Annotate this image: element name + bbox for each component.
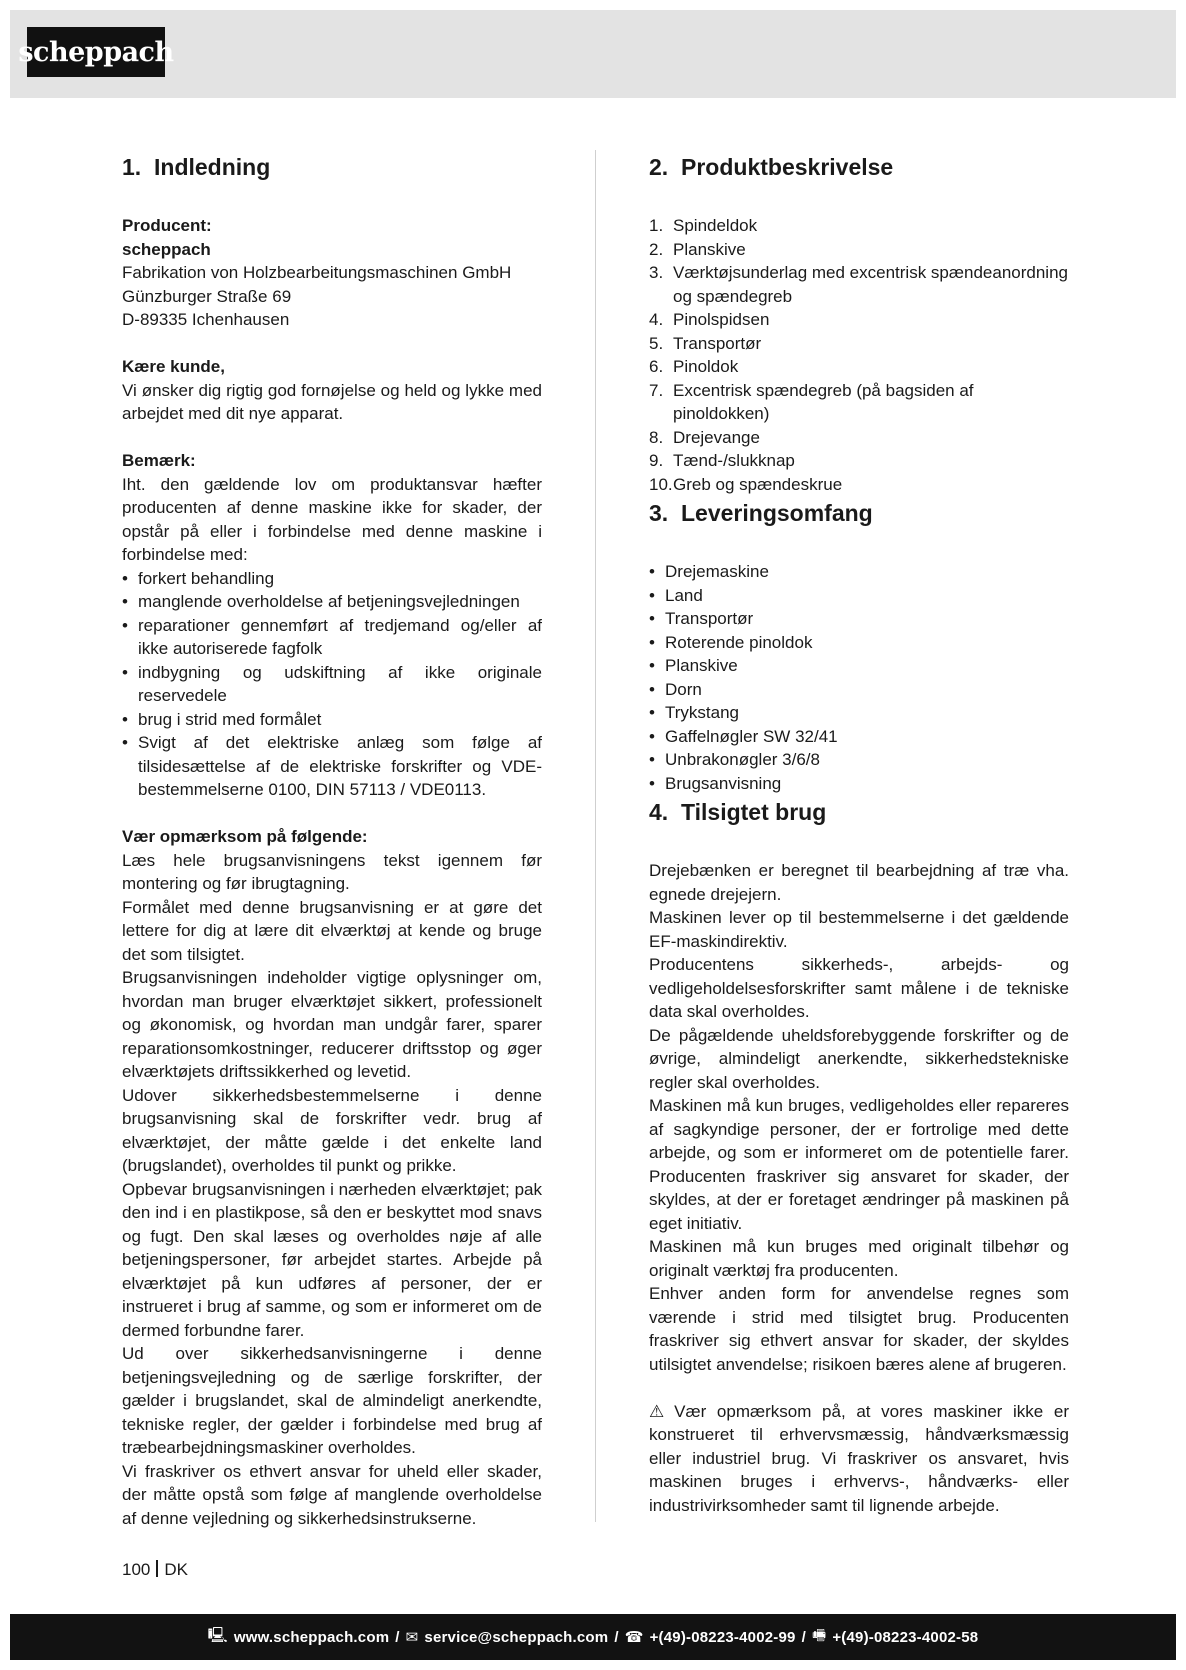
list-item: • Drejemaskine bbox=[649, 560, 1069, 584]
delivery-list bbox=[649, 560, 1069, 795]
greeting-label: Kære kunde, bbox=[122, 357, 225, 376]
list-item: • reparationer gennemført af tredjemand og/eller af ikke autoriserede fagfolk bbox=[122, 614, 542, 661]
intended-use-paragraph: Maskinen lever op til bestemmelserne i det gældende EF-maskindirektiv. bbox=[649, 908, 1069, 951]
phone-icon: ☎ bbox=[624, 1629, 644, 1646]
list-item: • Planskive bbox=[649, 654, 1069, 678]
warning-triangle-icon: ⚠ bbox=[649, 1401, 671, 1421]
list-item: • Roterende pinoldok bbox=[649, 631, 1069, 655]
language-code: DK bbox=[164, 1560, 188, 1579]
list-item: • indbygning og udskiftning af ikke originale reservedele bbox=[122, 661, 542, 708]
separator: / bbox=[614, 1628, 619, 1646]
left-column bbox=[122, 150, 542, 1530]
list-item: • Svigt af det elektriske anlæg som følge af tilsidesættelse af de elektriske forskrifter og VDE-bestemmelserne 0100, DIN 57113 / VDE0113. bbox=[122, 731, 542, 802]
column-divider bbox=[595, 150, 596, 1522]
intended-use-paragraph: Maskinen må kun bruges med originalt tilbehør og originalt værktøj fra producenten. bbox=[649, 1237, 1069, 1280]
page-separator bbox=[156, 1560, 158, 1577]
section-heading-produktbeskrivelse: 2. Produktbeskrivelse bbox=[649, 154, 894, 180]
separator: / bbox=[801, 1628, 806, 1646]
list-item: 5. Transportør bbox=[649, 333, 762, 353]
list-item: 8. Drejevange bbox=[649, 427, 760, 447]
list-item: 9. Tænd-/slukknap bbox=[649, 451, 795, 470]
fax-number: +(49)-08223-4002-58 bbox=[832, 1628, 979, 1646]
intended-use-block bbox=[649, 859, 1069, 1376]
list-item: • manglende overholdelse af betjeningsvejledningen bbox=[122, 590, 542, 614]
page-number: 100 bbox=[122, 1560, 151, 1579]
list-item: 4. Pinolspidsen bbox=[649, 310, 770, 329]
greeting-text: Vi ønsker dig rigtig god fornøjelse og held og lykke med arbejdet med dit nye apparat. bbox=[122, 380, 542, 423]
list-item: 1. Spindeldok bbox=[649, 216, 758, 235]
list-item: • Transportør bbox=[649, 607, 1069, 631]
scheppach-logo: scheppach bbox=[27, 27, 165, 77]
right-column bbox=[649, 150, 1069, 1517]
producer-line: D-89335 Ichenhausen bbox=[122, 310, 290, 329]
note-block bbox=[122, 449, 542, 802]
separator: / bbox=[395, 1628, 400, 1646]
email-link[interactable]: service@scheppach.com bbox=[424, 1628, 609, 1646]
product-parts-list bbox=[649, 214, 1069, 496]
list-item: • Dorn bbox=[649, 678, 1069, 702]
header-band bbox=[10, 10, 1176, 98]
attention-paragraph: Ud over sikkerhedsanvisningerne i denne betjeningsvejledning og de særlige forskrifter, der gælder i brugslandet, skal de almindeligt anerkendte, tekniske regler, der gælder i forbindelse med brug af træbearbejdningsmaskiner overholdes. bbox=[122, 1344, 542, 1457]
greeting-block bbox=[122, 355, 542, 426]
attention-paragraph: Opbevar brugsanvisningen i nærheden elværktøjet; pak den ind i en plastikpose, så den er beskyttet mod snavs og fugt. Den skal læses og overholdes nøje af alle betjeningspersoner, før arbejdet startes. Arbejde på elværktøjet på kun udføres af personer, der er instrueret i brug af samme, og som er informeret om de dermed forbundne farer. bbox=[122, 1179, 542, 1340]
section-heading-tilsigtet-brug: 4. Tilsigtet brug bbox=[649, 799, 827, 825]
website-link[interactable]: www.scheppach.com bbox=[233, 1628, 390, 1646]
intended-use-paragraph: Producentens sikkerheds-, arbejds- og vedligeholdelsesforskrifter samt målene i de tekniske data skal overholdes. bbox=[649, 955, 1069, 1021]
list-item: 2. Planskive bbox=[649, 239, 746, 259]
list-item: • forkert behandling bbox=[122, 567, 542, 591]
attention-paragraph: Læs hele brugsanvisningens tekst igennem før montering og før ibrugtagning. bbox=[122, 850, 542, 893]
list-item: 7. Excentrisk spændegreb (på bagsiden af pinoldokken) bbox=[649, 380, 974, 423]
attention-label: Vær opmærksom på følgende: bbox=[122, 827, 368, 846]
intended-use-paragraph: Enhver anden form for anvendelse regnes som værende i strid med tilsigtet brug. Producenten fraskriver sig ethvert ansvar for skader, der skyldes utilsigtet anvendelse; risikoen bæres alene af brugeren. bbox=[649, 1284, 1069, 1374]
contact-bar bbox=[10, 1614, 1176, 1660]
attention-paragraph: Brugsanvisningen indeholder vigtige oplysninger om, hvordan man bruger elværktøjet sikkert, professionelt og økonomisk, og hvordan man undgår farer, sparer reparationsomkostninger, reducerer driftsstop og øger elværktøjets driftssikkerhed og levetid. bbox=[122, 968, 542, 1081]
list-item: • Trykstang bbox=[649, 701, 1069, 725]
producer-block bbox=[122, 214, 542, 332]
attention-block bbox=[122, 825, 542, 1530]
list-item: • Land bbox=[649, 584, 1069, 608]
list-item: 10. Greb og spændeskrue bbox=[649, 474, 843, 494]
attention-paragraph: Formålet med denne brugsanvisning er at gøre det lettere for dig at lære dit elværktøj at kende og bruge det som tilsigtet. bbox=[122, 897, 542, 964]
note-list bbox=[122, 567, 542, 802]
attention-paragraph: Vi fraskriver os ethvert ansvar for uheld eller skader, der måtte opstå som følge af manglende overholdelse af denne vejledning og sikkerhedsinstrukserne. bbox=[122, 1461, 542, 1528]
computer-icon: 🖳 bbox=[207, 1626, 228, 1644]
phone-number: +(49)-08223-4002-99 bbox=[649, 1628, 796, 1646]
producer-label: Producent: bbox=[122, 216, 212, 235]
list-item: 6. Pinoldok bbox=[649, 357, 739, 376]
producer-line: Fabrikation von Holzbearbeitungsmaschinen GmbH bbox=[122, 263, 512, 282]
email-icon: ✉ bbox=[405, 1629, 419, 1646]
page-footer bbox=[122, 1560, 188, 1580]
fax-icon: 🖷 bbox=[811, 1626, 827, 1644]
list-item: • Brugsanvisning bbox=[649, 772, 1069, 796]
intended-use-paragraph: Drejebænken er beregnet til bearbejdning af træ vha. egnede drejejern. bbox=[649, 861, 1069, 904]
attention-paragraph: Udover sikkerhedsbestemmelserne i denne brugsanvisning skal de forskrifter vedr. brug af elværktøjet, der måtte gælde i det enkelte land (brugslandet), overholdes til punkt og prikke. bbox=[122, 1085, 542, 1175]
section-heading-leveringsomfang: 3. Leveringsomfang bbox=[649, 500, 873, 526]
intended-use-paragraph: De pågældende uheldsforebyggende forskrifter og de øvrige, almindeligt anerkendte, sikkerhedstekniske regler skal overholdes. bbox=[649, 1025, 1069, 1092]
producer-line: Günzburger Straße 69 bbox=[122, 286, 292, 306]
list-item: • Unbrakonøgler 3/6/8 bbox=[649, 748, 1069, 772]
list-item: • brug i strid med formålet bbox=[122, 708, 542, 732]
section-heading-indledning: 1. Indledning bbox=[122, 154, 271, 180]
list-item: 3. Værktøjsunderlag med excentrisk spændeanordning og spændegreb bbox=[649, 263, 1068, 306]
producer-name: scheppach bbox=[122, 239, 211, 259]
intended-use-paragraph: Maskinen må kun bruges, vedligeholdes eller repareres af sagkyndige personer, der er fortrolige med dette arbejde, og som er informeret om de potentielle farer. Producenten fraskriver sig ansvaret for skader, der skyldes, at der er foretaget ændringer på maskinen på eget initiativ. bbox=[649, 1096, 1069, 1233]
note-text: Iht. den gældende lov om produktansvar hæfter producenten af denne maskine ikke for skader, der opstår på eller i forbindelse med denne maskine i forbindelse med: bbox=[122, 474, 542, 564]
note-label: Bemærk: bbox=[122, 451, 196, 470]
list-item: • Gaffelnøgler SW 32/41 bbox=[649, 725, 1069, 749]
warning-paragraph: ⚠ Vær opmærksom på, at vores maskiner ikke er konstrueret til erhvervsmæssig, håndværksmæssig eller industriel brug. Vi fraskriver os ansvaret, hvis maskinen bruges i erhvervs-, håndværks- eller industrivirksomheder samt til lignende arbejde. bbox=[649, 1401, 1069, 1515]
